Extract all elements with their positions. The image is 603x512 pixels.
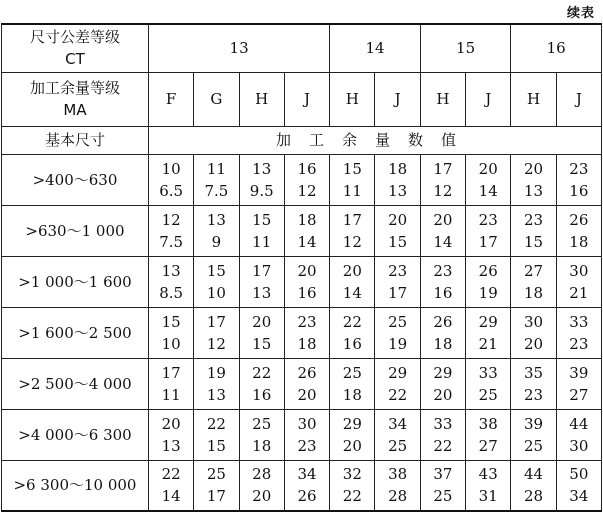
allowance-value-upper: 12: [161, 210, 181, 229]
allowance-cell: [194, 307, 239, 358]
allowance-cell: [420, 358, 465, 409]
allowance-cell: [284, 256, 329, 307]
allowance-value-lower: 14: [297, 232, 317, 251]
allowance-value-lower: 13: [252, 283, 272, 302]
allowance-value-upper: 15: [206, 261, 226, 280]
allowance-value-upper: 23: [478, 210, 498, 229]
allowance-cell: [239, 205, 284, 256]
allowance-cell: [511, 256, 556, 307]
allowance-cell: [194, 205, 239, 256]
ct-grade-row: [2, 24, 602, 72]
allowance-cell: [148, 154, 193, 205]
allowance-value-upper: 22: [342, 312, 362, 331]
ct-grade-cell: 15: [420, 24, 511, 72]
allowance-value-upper: 30: [569, 261, 589, 280]
allowance-cell: [466, 460, 511, 511]
allowance-value-lower: 25: [523, 436, 544, 455]
allowance-cell: [239, 256, 284, 307]
allowance-value-upper: 22: [252, 363, 272, 382]
allowance-cell: [375, 205, 420, 256]
allowance-value-upper: 32: [342, 465, 362, 484]
allowance-value-upper: 16: [297, 159, 317, 178]
allowance-cell: [466, 307, 511, 358]
ma-grade-cell: G: [194, 72, 239, 126]
allowance-cell: [194, 460, 239, 511]
allowance-cell: [556, 256, 601, 307]
allowance-value-upper: 29: [342, 414, 362, 433]
allowance-cell: [284, 409, 329, 460]
allowance-cell: [330, 460, 375, 511]
allowance-value-lower: 20: [297, 385, 317, 404]
allowance-value-lower: 18: [569, 232, 589, 251]
allowance-value-lower: 14: [478, 181, 498, 200]
allowance-cell: [511, 409, 556, 460]
size-range-cell: >6 300～10 000: [2, 460, 149, 511]
allowance-value-upper: 44: [523, 465, 544, 484]
allowance-cell: [148, 460, 193, 511]
allowance-value-lower: 20: [342, 436, 362, 455]
allowance-value-upper: 10: [161, 159, 181, 178]
allowance-value-lower: 20: [252, 487, 272, 506]
ma-grade-row: [2, 72, 602, 126]
allowance-value-upper: 38: [388, 465, 408, 484]
allowance-value-lower: 25: [433, 487, 453, 506]
allowance-cell: [420, 460, 465, 511]
ma-label-text: 加工余量等级: [29, 79, 120, 97]
allowance-value-upper: 17: [206, 312, 226, 331]
allowance-value-upper: 22: [206, 414, 226, 433]
allowance-cell: [148, 256, 193, 307]
size-range-cell: >400～630: [2, 154, 149, 205]
allowance-value-upper: 13: [206, 210, 226, 229]
table-row: [2, 460, 602, 511]
allowance-cell: [239, 358, 284, 409]
allowance-value-lower: 13: [523, 181, 544, 200]
allowance-value-upper: 22: [161, 465, 181, 484]
allowance-value-lower: 16: [569, 181, 589, 200]
allowance-value-lower: 18: [297, 334, 317, 353]
allowance-value-lower: 17: [388, 283, 408, 302]
allowance-value-upper: 19: [206, 363, 226, 382]
allowance-value-upper: 33: [433, 414, 453, 433]
ct-label-text: 尺寸公差等级: [29, 28, 120, 47]
allowance-value-upper: 29: [478, 312, 498, 331]
allowance-value-upper: 17: [252, 261, 272, 280]
allowance-cell: [375, 409, 420, 460]
allowance-cell: [420, 205, 465, 256]
allowance-value-lower: 15: [523, 232, 544, 251]
allowance-cell: [284, 460, 329, 511]
allowance-cell: [330, 409, 375, 460]
allowance-cell: [466, 256, 511, 307]
allowance-cell: [239, 409, 284, 460]
allowance-value-upper: 23: [569, 159, 589, 178]
allowance-value-upper: 15: [252, 210, 272, 229]
allowance-value-upper: 30: [297, 414, 317, 433]
allowance-cell: [511, 460, 556, 511]
allowance-value-upper: 25: [206, 465, 226, 484]
allowance-value-lower: 14: [161, 487, 181, 506]
allowance-value-lower: 14: [342, 283, 362, 302]
allowance-value-upper: 26: [433, 312, 453, 331]
allowance-cell: [284, 154, 329, 205]
allowance-value-upper: 27: [523, 261, 544, 280]
table-row: [2, 205, 602, 256]
allowance-value-lower: 12: [342, 232, 362, 251]
allowance-cell: [330, 307, 375, 358]
allowance-value-upper: 13: [161, 261, 181, 280]
ma-grade-cell: J: [556, 72, 601, 126]
allowance-cell: [466, 409, 511, 460]
allowance-value-upper: 23: [297, 312, 317, 331]
allowance-value-upper: 35: [523, 363, 544, 382]
size-range-cell: >4 000～6 300: [2, 409, 149, 460]
allowance-value-lower: 15: [388, 232, 408, 251]
allowance-value-upper: 33: [569, 312, 589, 331]
allowance-cell: [148, 358, 193, 409]
allowance-cell: [466, 154, 511, 205]
allowance-cell: [511, 358, 556, 409]
allowance-value-upper: 23: [388, 261, 408, 280]
allowance-value-upper: 28: [252, 465, 272, 484]
allowance-value-upper: 20: [523, 159, 544, 178]
size-range-cell: >1 000～1 600: [2, 256, 149, 307]
allowance-cell: [466, 358, 511, 409]
allowance-cell: [420, 307, 465, 358]
ma-grade-cell: H: [330, 72, 375, 126]
allowance-cell: [420, 409, 465, 460]
table-row: [2, 409, 602, 460]
ma-grade-cell: J: [284, 72, 329, 126]
allowance-cell: [556, 154, 601, 205]
allowance-value-lower: 12: [297, 181, 317, 200]
allowance-cell: [375, 460, 420, 511]
allowance-value-upper: 15: [342, 159, 362, 178]
allowance-cell: [194, 409, 239, 460]
allowance-cell: [239, 154, 284, 205]
size-range-cell: >1 600～2 500: [2, 307, 149, 358]
ma-grade-cell: J: [466, 72, 511, 126]
allowance-cell: [511, 205, 556, 256]
allowance-cell: [375, 307, 420, 358]
allowance-cell: [556, 307, 601, 358]
allowance-value-lower: 27: [478, 436, 498, 455]
allowance-value-lower: 12: [433, 181, 453, 200]
ct-grade-cell: 16: [511, 24, 602, 72]
allowance-cell: [330, 154, 375, 205]
allowance-value-lower: 22: [342, 487, 362, 506]
allowance-value-lower: 18: [342, 385, 362, 404]
allowance-value-upper: 25: [388, 312, 408, 331]
allowance-value-lower: 31: [478, 487, 498, 506]
ma-grade-cell: J: [375, 72, 420, 126]
allowance-value-upper: 29: [433, 363, 453, 382]
allowance-value-upper: 26: [297, 363, 317, 382]
allowance-cell: [284, 307, 329, 358]
allowance-value-lower: 27: [569, 385, 589, 404]
allowance-value-upper: 38: [478, 414, 498, 433]
allowance-cell: [511, 154, 556, 205]
allowance-value-lower: 12: [206, 334, 226, 353]
allowance-value-lower: 18: [433, 334, 453, 353]
ma-grade-cell: H: [511, 72, 556, 126]
allowance-cell: [556, 460, 601, 511]
allowance-value-lower: 10: [161, 334, 181, 353]
allowance-value-lower: 23: [569, 334, 589, 353]
allowance-value-lower: 34: [569, 487, 589, 506]
allowance-value-lower: 26: [297, 487, 317, 506]
allowance-value-upper: 44: [569, 414, 589, 433]
allowance-value-lower: 22: [388, 385, 408, 404]
allowance-value-upper: 20: [388, 210, 408, 229]
allowance-value-lower: 19: [478, 283, 498, 302]
allowance-value-upper: 37: [433, 465, 453, 484]
allowance-value-lower: 8.5: [159, 283, 184, 302]
allowance-value-upper: 20: [433, 210, 453, 229]
allowance-value-lower: 22: [433, 436, 453, 455]
allowance-cell: [556, 358, 601, 409]
allowance-value-upper: 20: [297, 261, 317, 280]
ma-grade-cell: F: [148, 72, 193, 126]
ma-grade-cell: H: [239, 72, 284, 126]
table-continued-caption: 续表: [566, 6, 595, 21]
allowance-value-lower: 23: [297, 436, 317, 455]
allowance-value-upper: 43: [478, 465, 498, 484]
allowance-cell: [330, 205, 375, 256]
allowance-value-lower: 23: [523, 385, 544, 404]
allowance-value-upper: 18: [297, 210, 317, 229]
allowance-cell: [375, 358, 420, 409]
allowance-value-lower: 28: [388, 487, 408, 506]
size-label-cell: 基本尺寸: [2, 126, 149, 154]
allowance-value-lower: 9: [211, 232, 222, 251]
allowance-value-lower: 30: [569, 436, 589, 455]
allowance-value-upper: 13: [252, 159, 272, 178]
allowance-value-lower: 14: [433, 232, 453, 251]
allowance-value-upper: 25: [252, 414, 272, 433]
allowance-cell: [194, 358, 239, 409]
allowance-value-lower: 21: [569, 283, 589, 302]
allowance-value-upper: 26: [569, 210, 589, 229]
allowance-value-lower: 15: [206, 436, 226, 455]
allowance-cell: [239, 460, 284, 511]
table-row: [2, 307, 602, 358]
allowance-value-lower: 13: [161, 436, 181, 455]
allowance-cell: [420, 154, 465, 205]
allowance-value-lower: 25: [478, 385, 498, 404]
ct-grade-cell: 14: [330, 24, 421, 72]
allowance-value-upper: 25: [342, 363, 362, 382]
allowance-value-upper: 34: [388, 414, 408, 433]
allowance-value-lower: 16: [297, 283, 317, 302]
allowance-value-upper: 11: [206, 159, 226, 178]
ct-grade-cell: 13: [148, 24, 329, 72]
allowance-value-upper: 30: [523, 312, 544, 331]
allowance-cell: [330, 358, 375, 409]
allowance-value-upper: 18: [388, 159, 408, 178]
allowance-value-lower: 20: [523, 334, 544, 353]
allowance-value-upper: 17: [433, 159, 453, 178]
ct-label-cell: [2, 24, 149, 72]
allowance-value-lower: 19: [388, 334, 408, 353]
allowance-value-lower: 15: [252, 334, 272, 353]
allowance-value-lower: 11: [252, 232, 272, 251]
allowance-value-lower: 16: [433, 283, 453, 302]
allowance-value-lower: 11: [161, 385, 181, 404]
allowance-value-upper: 23: [433, 261, 453, 280]
ma-label-abbr: MA: [63, 101, 87, 119]
allowance-value-lower: 7.5: [204, 181, 229, 200]
size-range-cell: >630～1 000: [2, 205, 149, 256]
allowance-value-upper: 39: [523, 414, 544, 433]
ct-label-abbr: CT: [65, 50, 85, 69]
allowance-value-upper: 26: [478, 261, 498, 280]
allowance-value-lower: 9.5: [249, 181, 274, 200]
allowance-cell: [511, 307, 556, 358]
table-row: [2, 154, 602, 205]
allowance-cell: [284, 358, 329, 409]
allowance-value-upper: 20: [478, 159, 498, 178]
allowance-value-upper: 39: [569, 363, 589, 382]
allowance-value-lower: 10: [206, 283, 226, 302]
allowance-value-lower: 28: [523, 487, 544, 506]
allowance-value-lower: 25: [388, 436, 408, 455]
allowance-value-lower: 18: [523, 283, 544, 302]
allowance-cell: [239, 307, 284, 358]
allowance-cell: [556, 205, 601, 256]
allowance-value-lower: 16: [252, 385, 272, 404]
allowance-value-lower: 6.5: [159, 181, 184, 200]
allowance-value-upper: 17: [161, 363, 181, 382]
allowance-value-lower: 17: [206, 487, 226, 506]
size-title-row: [2, 126, 602, 154]
allowance-value-lower: 17: [478, 232, 498, 251]
allowance-cell: [194, 154, 239, 205]
allowance-cell: [375, 256, 420, 307]
ma-label-cell: [2, 72, 149, 126]
allowance-value-lower: 20: [433, 385, 453, 404]
allowance-cell: [420, 256, 465, 307]
allowance-value-upper: 50: [569, 465, 589, 484]
allowance-value-upper: 17: [342, 210, 362, 229]
allowance-cell: [466, 205, 511, 256]
table-row: [2, 256, 602, 307]
allowance-value-lower: 11: [342, 181, 362, 200]
allowance-cell: [148, 205, 193, 256]
allowance-cell: [375, 154, 420, 205]
allowance-value-lower: 18: [252, 436, 272, 455]
allowance-cell: [194, 256, 239, 307]
allowance-cell: [284, 205, 329, 256]
data-rows: [2, 154, 602, 511]
allowance-value-upper: 33: [478, 363, 498, 382]
allowance-value-upper: 20: [161, 414, 181, 433]
allowance-value-lower: 16: [342, 334, 362, 353]
allowance-value-upper: 20: [342, 261, 362, 280]
allowance-cell: [148, 409, 193, 460]
allowance-value-upper: 34: [297, 465, 317, 484]
allowance-value-upper: 15: [161, 312, 181, 331]
allowance-value-lower: 21: [478, 334, 498, 353]
allowance-value-lower: 7.5: [159, 232, 184, 251]
table-row: [2, 358, 602, 409]
allowance-value-lower: 13: [206, 385, 226, 404]
values-title-cell: 加工余量数值: [148, 126, 601, 154]
allowance-cell: [556, 409, 601, 460]
allowance-cell: [148, 307, 193, 358]
size-range-cell: >2 500～4 000: [2, 358, 149, 409]
allowance-value-upper: 20: [252, 312, 272, 331]
allowance-value-lower: 13: [388, 181, 408, 200]
ma-grade-cell: H: [420, 72, 465, 126]
allowance-cell: [330, 256, 375, 307]
machining-allowance-table: [1, 23, 602, 512]
allowance-value-upper: 29: [388, 363, 408, 382]
allowance-value-upper: 23: [523, 210, 544, 229]
